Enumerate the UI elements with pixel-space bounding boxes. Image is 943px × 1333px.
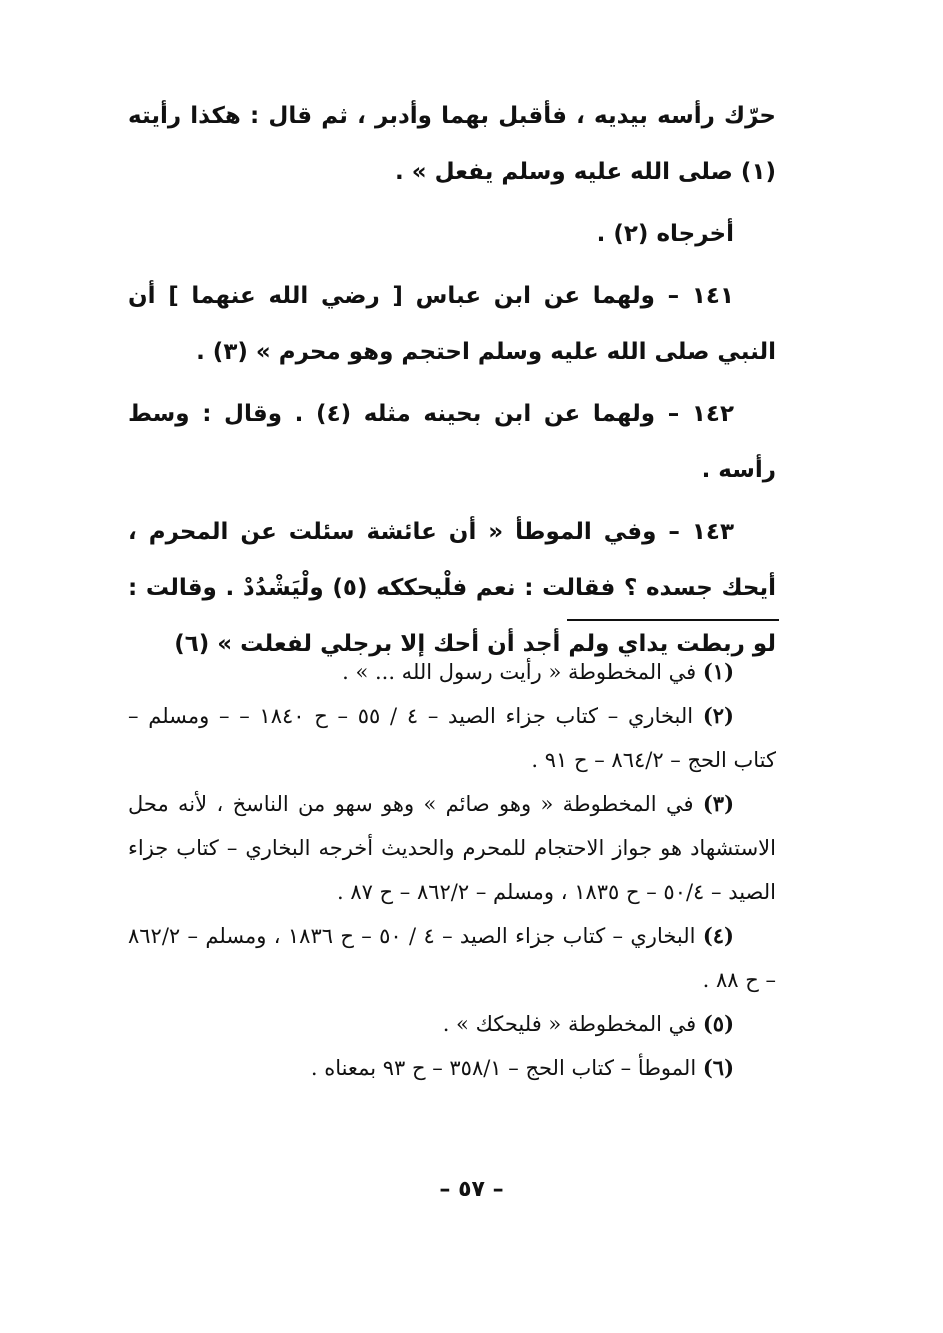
footnote-number: (٢)	[702, 703, 734, 728]
footnote-text: البخاري – كتاب جزاء الصيد – ٤ / ٥٥ – ح ١٨٤٠ – – ومسلم – كتاب الحج – ٨٦٤/٢ – ح ٩١ .	[128, 704, 776, 772]
footnote-6	[128, 1046, 776, 1090]
footnote-text: البخاري – كتاب جزاء الصيد – ٤ / ٥٠ – ح ١٨٣٦ ، ومسلم – ٨٦٢/٢ – ح ٨٨ .	[128, 924, 776, 992]
hadith-141: ١٤١ – ولهما عن ابن عباس [ رضي الله عنهما ] أن النبي صلى الله عليه وسلم احتجم وهو محرم » (٣) .	[128, 283, 776, 365]
footnote-1	[128, 650, 776, 694]
paragraph-1: حرّك رأسه بيديه ، فأقبل بهما وأدبر ، ثم قال : هكذا رأيته (١) صلى الله عليه وسلم يفعل » .	[128, 103, 776, 185]
footnote-4	[128, 914, 776, 1002]
hadith-142: ١٤٢ – ولهما عن ابن بحينه مثله (٤) . وقال : وسط رأسه .	[128, 401, 776, 483]
footnote-3	[128, 782, 776, 914]
footnote-separator	[567, 619, 779, 621]
footnote-number: (٦)	[702, 1055, 734, 1080]
hadith-143: ١٤٣ – وفي الموطأ « أن عائشة سئلت عن المحرم ، أيحك جسده ؟ فقالت : نعم فلْيحككه (٥) ولْيَشْدُدْ . وقالت : لو ربطت يداي ولم أجد أن أحك إلا برجلي لفعلت » (٦)	[128, 519, 776, 657]
footnote-text: الموطأ – كتاب الحج – ٣٥٨/١ – ح ٩٣ بمعناه .	[310, 1056, 697, 1080]
footnote-5	[128, 1002, 776, 1046]
footnote-number: (٣)	[702, 791, 734, 816]
footnote-number: (٤)	[702, 923, 734, 948]
footnote-2	[128, 694, 776, 782]
main-text	[128, 88, 776, 672]
footnotes	[128, 650, 776, 1090]
footnote-text: في المخطوطة « وهو صائم » وهو سهو من الناسخ ، لأنه محل الاستشهاد هو جواز الاحتجام للمحرم والحديث أخرجه البخاري – كتاب جزاء الصيد – ٥٠/٤ – ح ١٨٣٥ ، ومسلم – ٨٦٢/٢ – ح ٨٧ .	[128, 792, 776, 904]
paragraph-2: أخرجاه (٢) .	[596, 221, 734, 247]
footnote-text: في المخطوطة « رأيت رسول الله ... » .	[342, 660, 697, 684]
footnote-text: في المخطوطة « فليحكك » .	[442, 1012, 697, 1036]
footnote-number: (٥)	[702, 1011, 734, 1036]
page-number: – ٥٧ –	[439, 1177, 504, 1202]
footnote-number: (١)	[702, 659, 734, 684]
